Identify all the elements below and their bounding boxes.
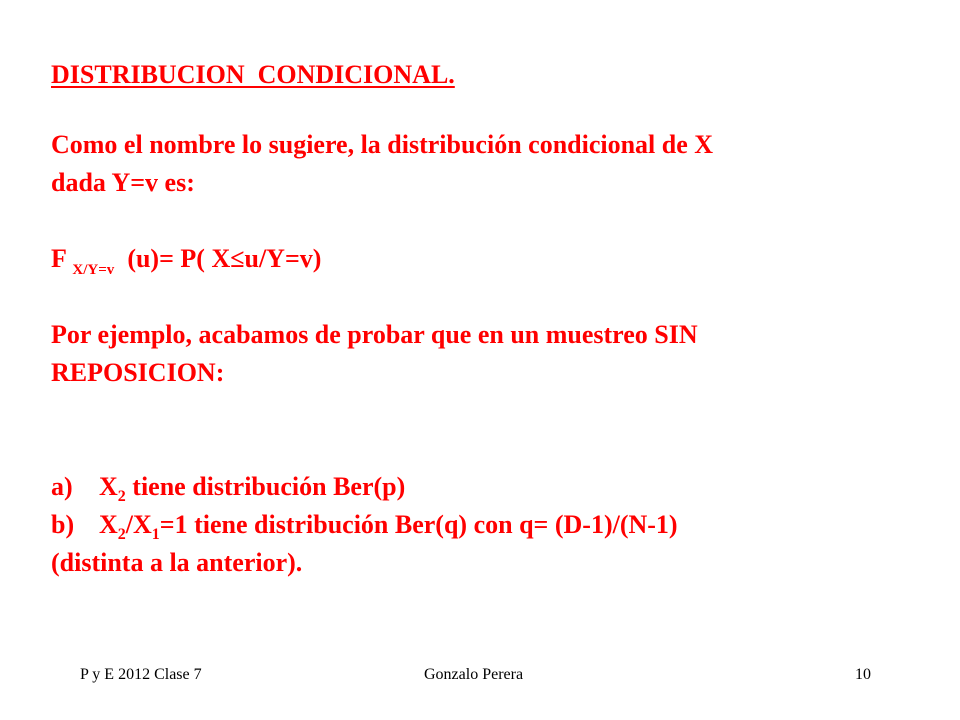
footer-course: P y E 2012 Clase 7 <box>80 666 202 683</box>
item-a-x: X <box>99 472 118 501</box>
spacer <box>51 202 911 240</box>
closing-line: (distinta a la anterior). <box>51 548 303 577</box>
example-line-1: Por ejemplo, acabamos de probar que en un muestreo SIN <box>51 320 698 349</box>
title-line <box>51 56 911 94</box>
formula-subscript: X/Y=v <box>72 262 115 278</box>
footer-author: Gonzalo Perera <box>424 666 524 683</box>
intro-line-2: dada Y=v es: <box>51 168 195 197</box>
spacer <box>51 392 911 430</box>
list-item-a <box>51 468 911 506</box>
slide-content <box>51 56 911 582</box>
item-b-x: X <box>99 510 118 539</box>
formula-f: F <box>51 244 66 273</box>
formula-line <box>51 240 911 278</box>
item-b-slash-x: /X <box>125 510 152 539</box>
item-a-x-subscript: 2 <box>117 488 126 506</box>
spacer <box>51 430 911 468</box>
slide-title: DISTRIBUCION CONDICIONAL. <box>51 60 455 89</box>
item-b-label: b) <box>51 510 75 539</box>
item-b-text: =1 tiene distribución Ber(q) con q= (D-1)/(N-1) <box>159 510 678 539</box>
item-b-x-subscript: 2 <box>117 526 126 544</box>
item-b-x1-subscript: 1 <box>151 526 160 544</box>
item-a-label: a) <box>51 472 73 501</box>
item-a-text: tiene distribución Ber(p) <box>125 472 406 501</box>
formula-rest: (u)= P( X≤u/Y=v) <box>120 244 322 273</box>
footer-page-number: 10 <box>855 666 871 683</box>
spacer <box>51 278 911 316</box>
intro-line-1: Como el nombre lo sugiere, la distribución condicional de X <box>51 130 714 159</box>
example-line-2: REPOSICION: <box>51 358 225 387</box>
list-item-b <box>51 506 911 544</box>
